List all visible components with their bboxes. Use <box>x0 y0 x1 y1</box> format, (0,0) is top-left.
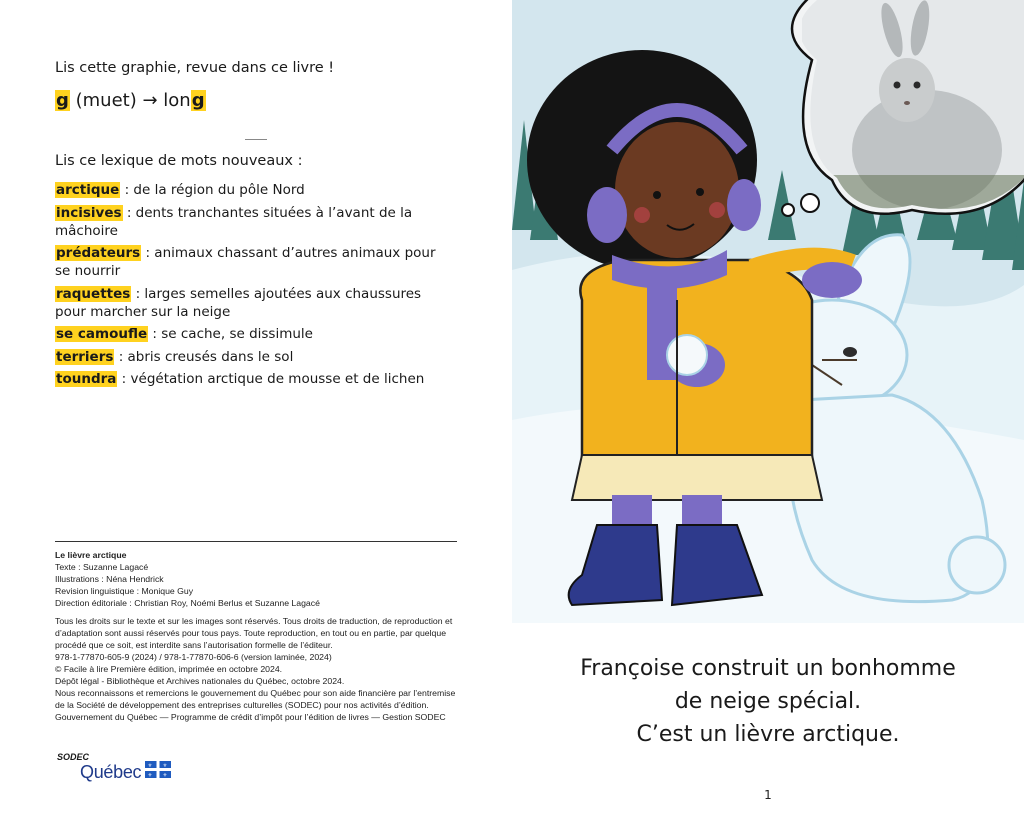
svg-text:⚜: ⚜ <box>162 772 168 778</box>
credit-illustrations: Illustrations : Néna Hendrick <box>55 574 164 584</box>
lexicon-list <box>55 181 450 393</box>
rights-notice: Tous les droits sur le texte et sur les images sont réservés. Tous droits de traduction, de reproduction et d’adaptation sont aussi réservés pour tous pays. Toute reproduction, en tout ou en partie, par quelque procédé que ce soit, est interdite sans l’autorisation formelle de l’éditeur. <box>55 616 453 650</box>
lexicon-entry <box>55 325 450 343</box>
svg-text:⚜: ⚜ <box>147 763 153 769</box>
lexicon-term: se camoufle <box>56 326 148 342</box>
page-number: 1 <box>764 788 772 802</box>
lexicon-definition: : de la région du pôle Nord <box>120 182 305 198</box>
lexicon-entry <box>55 285 450 321</box>
credit-direction: Direction éditoriale : Christian Roy, Noémi Berlus et Suzanne Lagacé <box>55 598 320 608</box>
lexicon-entry <box>55 204 450 240</box>
illustration <box>512 0 1024 623</box>
lexicon-term: raquettes <box>56 285 131 302</box>
caption-line: de neige spécial. <box>674 689 862 714</box>
divider <box>245 139 267 140</box>
caption-line: Françoise construit un bonhomme <box>580 656 956 681</box>
lexicon-entry <box>55 181 450 199</box>
lexicon-entry <box>55 244 450 280</box>
credit-text: Texte : Suzanne Lagacé <box>55 562 149 572</box>
grapheme-note: (muet) <box>69 90 143 111</box>
lexicon-definition: : dents tranchantes situées à l’avant de la mâchoire <box>55 204 413 239</box>
credits-rule <box>55 541 457 542</box>
lexicon-definition: : se cache, se dissimule <box>148 326 313 342</box>
lexicon-definition: : animaux chassant d’autres animaux pour se nourrir <box>55 245 436 279</box>
caption-line: C’est un lièvre arctique. <box>636 722 900 747</box>
quebec-logo-text: Québec <box>80 762 142 782</box>
example-word-start: lon <box>157 90 191 111</box>
example-word-letter: g <box>191 90 205 111</box>
lexicon-title: Lis ce lexique de mots nouveaux : <box>55 153 303 169</box>
lexicon-entry <box>55 348 450 366</box>
grapheme-example <box>55 90 206 111</box>
lexicon-term: prédateurs <box>56 245 141 261</box>
grapheme-letter: g <box>56 90 69 111</box>
lexicon-term: terriers <box>56 348 114 365</box>
credit-revision: Revision linguistique : Monique Guy <box>55 586 194 596</box>
legal-deposit: Dépôt légal - Bibliothèque et Archives nationales du Québec, octobre 2024. <box>55 676 345 686</box>
funding-thanks: Nous reconnaissons et remercions le gouvernement du Québec pour son aide financière par l’entremise de la Société de développement des entreprises culturelles (SODEC) pour nos activités d’édition. Gouvernement du Québec — Programme de crédit d’impôt pour l’édition de livres — Gestion SODEC <box>55 688 456 722</box>
arrow-icon: → <box>142 90 158 111</box>
svg-text:⚜: ⚜ <box>162 763 168 769</box>
lexicon-definition: : végétation arctique de mousse et de lichen <box>117 371 425 387</box>
copyright: © Facile à lire Première édition, imprimée en octobre 2024. <box>55 664 283 674</box>
page-caption <box>512 652 1024 751</box>
lexicon-term: arctique <box>56 182 120 198</box>
isbn: 978-1-77870-605-9 (2024) / 978-1-77870-606-6 (version laminée, 2024) <box>55 652 332 662</box>
lexicon-definition: : abris creusés dans le sol <box>114 348 294 365</box>
lexicon-term: toundra <box>56 371 117 387</box>
book-title: Le lièvre arctique <box>55 550 127 560</box>
credits-block <box>55 549 460 723</box>
lexicon-entry <box>55 370 450 388</box>
grapheme-intro: Lis cette graphie, revue dans ce livre ! <box>55 60 335 76</box>
quebec-flag-icon <box>145 761 171 778</box>
lexicon-definition: : larges semelles ajoutées aux chaussures pour marcher sur la neige <box>55 285 422 320</box>
svg-text:⚜: ⚜ <box>147 772 153 778</box>
lexicon-term: incisives <box>56 204 122 221</box>
sodec-logo: SODEC <box>57 752 90 762</box>
right-page <box>512 0 1024 822</box>
